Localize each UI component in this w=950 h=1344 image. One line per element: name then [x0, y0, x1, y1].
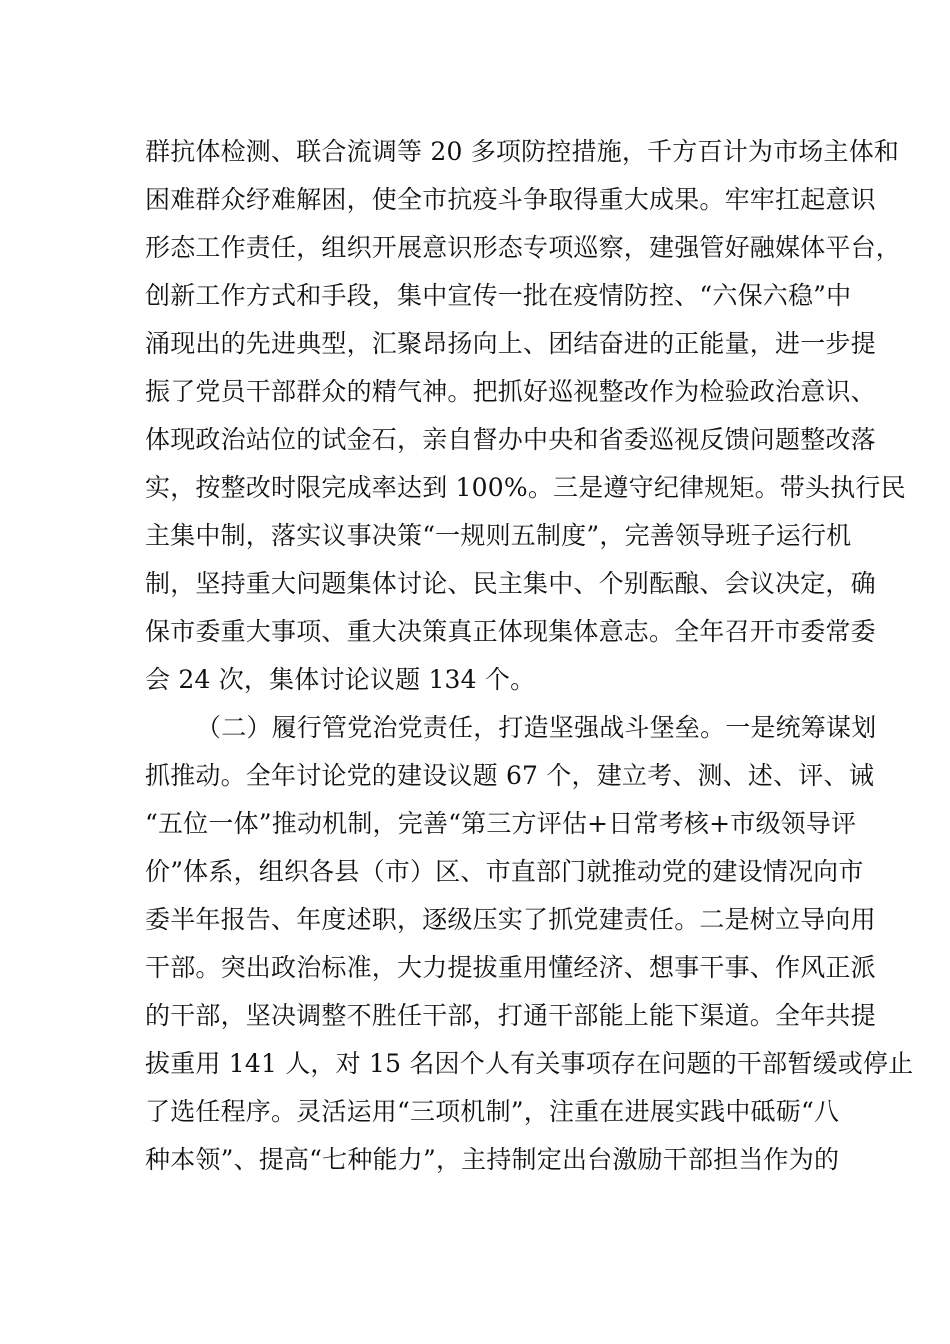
text-line: 保市委重大事项、重大决策真正体现集体意志。全年召开市委常委 [145, 617, 876, 646]
text-line: 体现政治站位的试金石，亲自督办中央和省委巡视反馈问题整改落 [145, 425, 876, 454]
text-line: “五位一体”推动机制，完善“第三方评估+日常考核+市级领导评 [145, 809, 857, 838]
text-line: 实，按整改时限完成率达到 100%。三是遵守纪律规矩。带头执行民 [145, 473, 906, 502]
text-line: 涌现出的先进典型，汇聚昂扬向上、团结奋进的正能量，进一步提 [145, 329, 876, 358]
text-line: 委半年报告、年度述职，逐级压实了抓党建责任。二是树立导向用 [145, 905, 876, 934]
text-line: 群抗体检测、联合流调等 20 多项防控措施，千方百计为市场主体和 [145, 137, 900, 166]
text-line: 了选任程序。灵活运用“三项机制”，注重在进展实践中砥砺“八 [145, 1097, 840, 1126]
text-line: 干部。突出政治标准，大力提拔重用懂经济、想事干事、作风正派 [145, 953, 876, 982]
paragraph-heading-line: （二）履行管党治党责任，打造坚强战斗堡垒。一是统筹谋划 [196, 713, 877, 742]
text-line: 抓推动。全年讨论党的建设议题 67 个，建立考、测、述、评、诫 [145, 761, 874, 790]
text-line: 制，坚持重大问题集体讨论、民主集中、个别酝酿、会议决定，确 [145, 569, 876, 598]
text-line: 会 24 次，集体讨论议题 134 个。 [145, 665, 536, 694]
text-line: 困难群众纾难解困，使全市抗疫斗争取得重大成果。牢牢扛起意识 [145, 185, 876, 214]
text-line: 创新工作方式和手段，集中宣传一批在疫情防控、“六保六稳”中 [145, 281, 852, 310]
text-line: 种本领”、提高“七种能力”，主持制定出台激励干部担当作为的 [145, 1145, 840, 1174]
text-line: 的干部，坚决调整不胜任干部，打通干部能上能下渠道。全年共提 [145, 1001, 876, 1030]
text-line: 振了党员干部群众的精气神。把抓好巡视整改作为检验政治意识、 [145, 377, 876, 406]
text-line: 价”体系，组织各县（市）区、市直部门就推动党的建设情况向市 [145, 857, 864, 886]
text-line: 形态工作责任，组织开展意识形态专项巡察，建强管好融媒体平台， [145, 233, 902, 262]
text-line: 主集中制，落实议事决策“一规则五制度”，完善领导班子运行机 [145, 521, 852, 550]
text-line: 拔重用 141 人，对 15 名因个人有关事项存在问题的干部暂缓或停止 [145, 1049, 914, 1078]
